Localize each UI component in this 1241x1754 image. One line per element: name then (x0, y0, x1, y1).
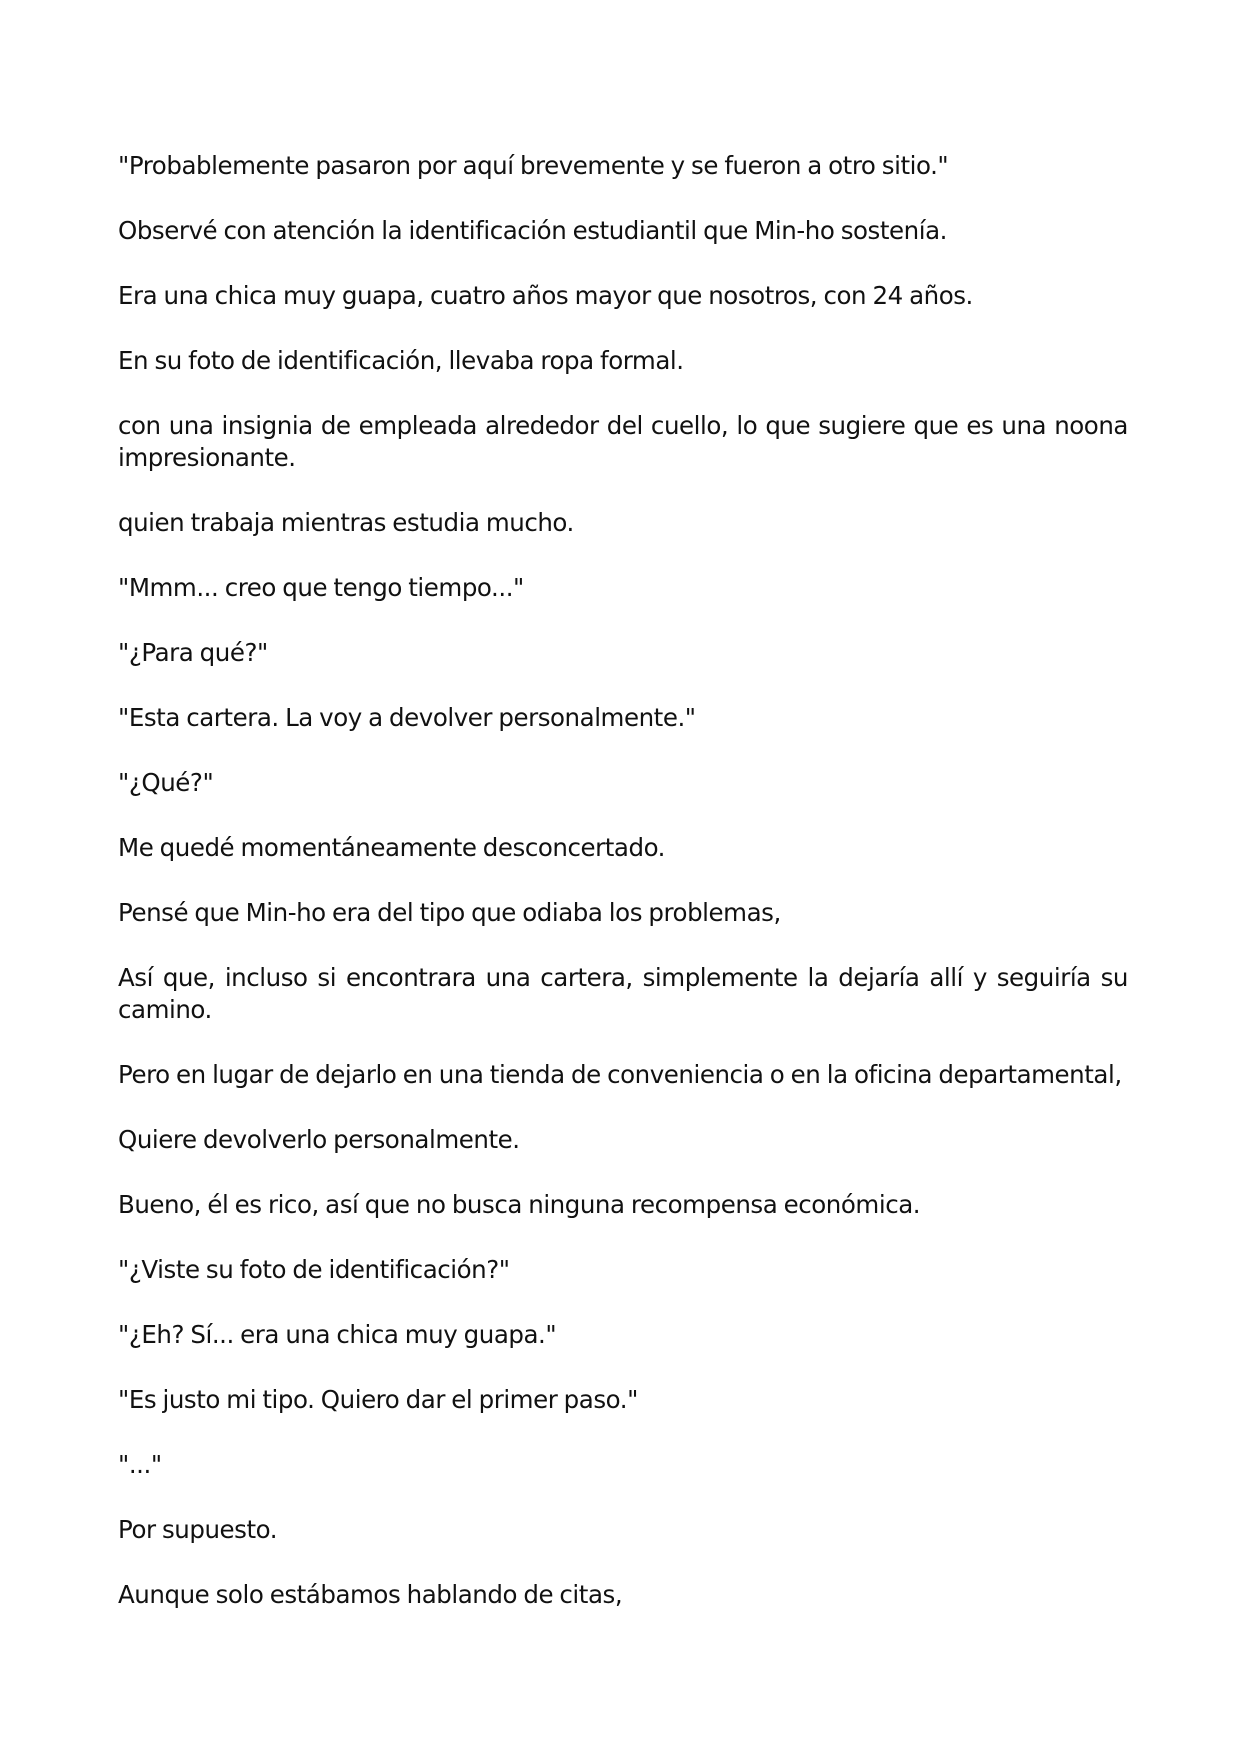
paragraph: Observé con atención la identificación estudiantil que Min-ho sostenía. (118, 216, 947, 245)
paragraph: Era una chica muy guapa, cuatro años mayor que nosotros, con 24 años. (118, 281, 973, 310)
paragraph: "¿Viste su foto de identificación?" (118, 1255, 510, 1284)
paragraph: Me quedé momentáneamente desconcertado. (118, 833, 666, 862)
paragraph: En su foto de identificación, llevaba ropa formal. (118, 346, 684, 375)
paragraph: "Esta cartera. La voy a devolver personalmente." (118, 703, 696, 732)
document-body (118, 150, 1128, 1644)
paragraph: "..." (118, 1450, 162, 1479)
paragraph: "¿Eh? Sí... era una chica muy guapa." (118, 1320, 557, 1349)
paragraph: Pensé que Min-ho era del tipo que odiaba los problemas, (118, 898, 781, 927)
paragraph: Así que, incluso si encontrara una cartera, simplemente la dejaría allí y seguiría su camino. (118, 963, 1128, 1024)
paragraph: Quiere devolverlo personalmente. (118, 1125, 520, 1154)
paragraph: "¿Qué?" (118, 768, 214, 797)
paragraph: quien trabaja mientras estudia mucho. (118, 508, 574, 537)
paragraph: con una insignia de empleada alrededor del cuello, lo que sugiere que es una noona impresionante. (118, 411, 1128, 472)
paragraph: "Mmm... creo que tengo tiempo..." (118, 573, 524, 602)
paragraph: Por supuesto. (118, 1515, 278, 1544)
paragraph: Bueno, él es rico, así que no busca ninguna recompensa económica. (118, 1190, 921, 1219)
paragraph: Pero en lugar de dejarlo en una tienda de conveniencia o en la oficina departamental, (118, 1060, 1122, 1089)
paragraph: "Es justo mi tipo. Quiero dar el primer paso." (118, 1385, 638, 1414)
paragraph: Aunque solo estábamos hablando de citas, (118, 1580, 623, 1609)
paragraph: "Probablemente pasaron por aquí brevemente y se fueron a otro sitio." (118, 151, 949, 180)
paragraph: "¿Para qué?" (118, 638, 268, 667)
